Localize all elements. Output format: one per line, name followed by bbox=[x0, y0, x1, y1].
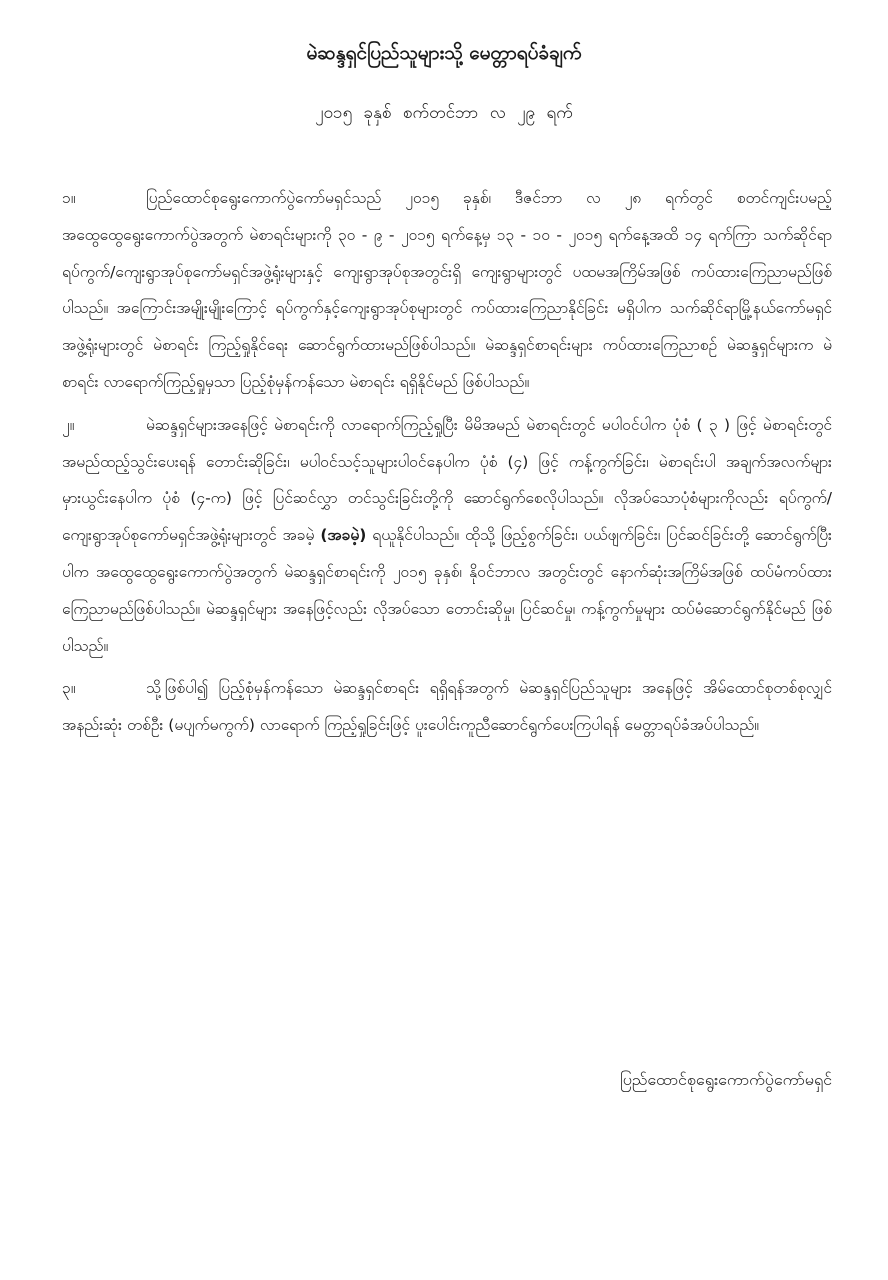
paragraph-2 bbox=[62, 407, 832, 665]
paragraph-number: ၁။ bbox=[62, 189, 76, 207]
document-date: ၂၀၁၅ ခုနှစ် စက်တင်ဘာ လ ၂၉ ရက် bbox=[315, 103, 573, 123]
paragraph-number: ၂။ bbox=[62, 415, 75, 434]
document-title: မဲဆန္ဒရှင်ပြည်သူများသို့ မေတ္တာရပ်ခံချက် bbox=[306, 42, 582, 64]
paragraph-text-continued: ရယူနိုင်ပါသည်။ ထိုသို့ ဖြည့်စွက်ခြင်း၊ ပယ်ဖျက်ခြင်း၊ ပြင်ဆင်ခြင်းတို့ ဆောင်ရွက်ပြီးပါက အထွေထွေရွေးကောက်ပွဲအတွက် မဲဆန္ဒရှင်စာရင်းကို ၂၀၁၅ ခုနှစ်၊ နိုဝင်ဘာလ အတွင်းတွင် နောက်ဆုံးအကြိမ်အဖြစ် ထပ်မံကပ်ထားကြေညာမည်ဖြစ်ပါသည်။ မဲဆန္ဒရှင်များ အနေဖြင့်လည်း လိုအပ်သော တောင်းဆိုမှု၊ ပြင်ဆင်မှု၊ ကန့်ကွက်မှုများ ထပ်မံဆောင်ရွက်နိုင်မည် ဖြစ်ပါသည်။ bbox=[62, 526, 832, 655]
signature: ပြည်ထောင်စုရွေးကောက်ပွဲကော်မရှင် bbox=[620, 1070, 832, 1089]
document-body bbox=[62, 180, 832, 750]
paragraph-text: သို့ဖြစ်ပါ၍ ပြည့်စုံမှန်ကန်သော မဲဆန္ဒရှင်စာရင်း ရရှိရန်အတွက် မဲဆန္ဒရှင်ပြည်သူများ အနေဖြင့် အိမ်ထောင်စုတစ်စုလျှင် အနည်းဆုံး တစ်ဦး (မပျက်မကွက်) လာရောက် ကြည့်ရှုခြင်းဖြင့် ပူးပေါင်းကူညီဆောင်ရွက်ပေးကြပါရန် မေတ္တာရပ်ခံအပ်ပါသည်။ bbox=[62, 679, 832, 735]
paragraph-number: ၃။ bbox=[62, 679, 76, 698]
paragraph-text: မဲဆန္ဒရှင်များအနေဖြင့် မဲစာရင်းကို လာရောက်ကြည့်ရှုပြီး မိမိအမည် မဲစာရင်းတွင် မပါဝင်ပါက ပုံစံ ( ၃ ) ဖြင့် မဲစာရင်းတွင် အမည်ထည့်သွင်းပေးရန် တောင်းဆိုခြင်း၊ မပါဝင်သင့်သူများပါဝင်နေပါက ပုံစံ (၄) ဖြင့် ကန့်ကွက်ခြင်း၊ မဲစာရင်းပါ အချက်အလက်များ မှားယွင်းနေပါက ပုံစံ (၄-က) ဖြင့် ပြင်ဆင်လွှာ တင်သွင်းခြင်းတို့ကို ဆောင်ရွက်စေလိုပါသည်။ လိုအပ်သောပုံစံများကိုလည်း ရပ်ကွက်/ကျေးရွာအုပ်စုကော်မရှင်အဖွဲ့ရုံးများတွင် အခမဲ့ bbox=[62, 415, 832, 545]
paragraph-3 bbox=[62, 670, 832, 744]
paragraph-text: ပြည်ထောင်စုရွေးကောက်ပွဲကော်မရှင်သည် ၂၀၁၅ ခုနှစ်၊ ဒီဇင်ဘာ လ ၂၈ ရက်တွင် စတင်ကျင်းပမည့် အထွေထွေရွေးကောက်ပွဲအတွက် မဲစာရင်းများကို ၃၀ - ၉ - ၂၀၁၅ ရက်နေ့မှ ၁၃ - ၁၀ - ၂၀၁၅ ရက်နေ့အထိ ၁၄ ရက်ကြာ သက်ဆိုင်ရာ ရပ်ကွက်/ကျေးရွာအုပ်စုကော်မရှင်အဖွဲ့ရုံးများနှင့် ကျေးရွာအုပ်စုအတွင်းရှိ ကျေးရွာများတွင် ပထမအကြိမ်အဖြစ် ကပ်ထားကြေညာမည်ဖြစ်ပါသည်။ အကြောင်းအမျိုးမျိုးကြောင့် ရပ်ကွက်နှင့်ကျေးရွာအုပ်စုများတွင် ကပ်ထားကြေညာနိုင်ခြင်း မရှိပါက သက်ဆိုင်ရာမြို့နယ်ကော်မရှင်အဖွဲ့ရုံးများတွင် မဲစာရင်း ကြည့်ရှုနိုင်ရေး ဆောင်ရွက်ထားမည်ဖြစ်ပါသည်။ မဲဆန္ဒရှင်စာရင်းများ ကပ်ထားကြေညာစဉ် မဲဆန္ဒရှင်များက မဲစာရင်း လာရောက်ကြည့်ရှုမှသာ ပြည့်စုံမှန်ကန်သော မဲစာရင်း ရရှိနိုင်မည် ဖြစ်ပါသည်။ bbox=[62, 189, 832, 391]
paragraph-bold-text: (အခမဲ့) bbox=[320, 526, 367, 545]
paragraph-1 bbox=[62, 180, 832, 401]
